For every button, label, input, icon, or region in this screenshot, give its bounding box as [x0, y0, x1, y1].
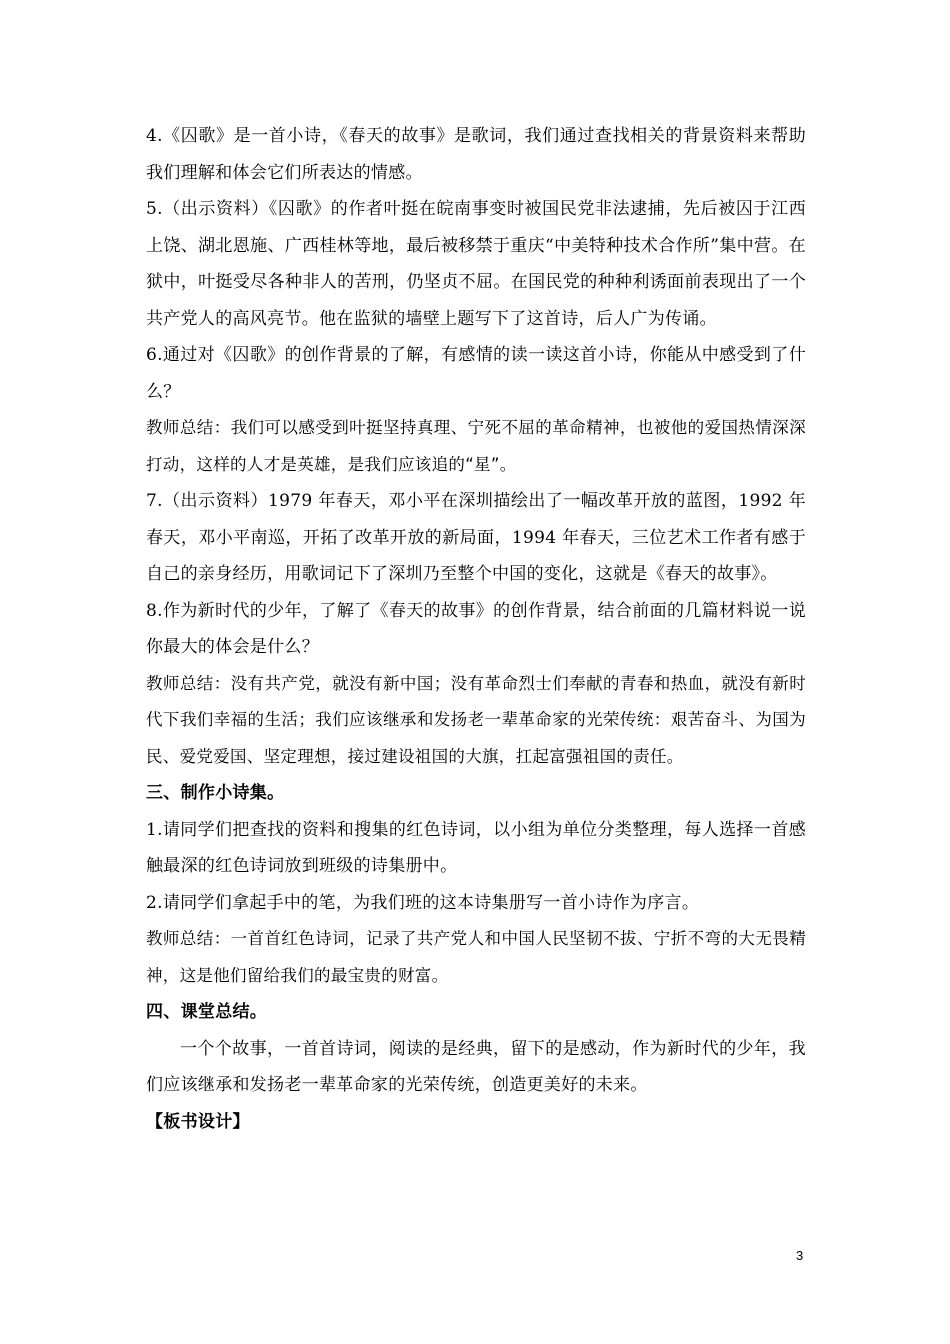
- paragraph-item-3-2: 2.请同学们拿起手中的笔，为我们班的这本诗集册写一首小诗作为序言。: [146, 892, 700, 913]
- paragraph-item-4: 4.《囚歌》是一首小诗，《春天的故事》是歌词，我们通过查找相关的背景资料来帮助我们理解和体会它们所表达的情感。: [146, 126, 806, 183]
- paragraph-item-7: 7.（出示资料）1979 年春天，邓小平在深圳描绘出了一幅改革开放的蓝图，1992 年春天，邓小平南巡，开拓了改革开放的新局面，1994 年春天，三位艺术工作者有感于自己的亲身经历，用歌词记下了深圳乃至整个中国的变化，这就是《春天的故事》。: [146, 491, 806, 584]
- paragraph-item-5: 5.（出示资料）《囚歌》的作者叶挺在皖南事变时被国民党非法逮捕，先后被囚于江西上饶、湖北恩施、广西桂林等地，最后被移禁于重庆“中美特种技术合作所”集中营。在狱中，叶挺受尽各种非人的苦刑，仍坚贞不屈。在国民党的种种利诱面前表现出了一个共产党人的高风亮节。他在监狱的墙壁上题写下了这首诗，后人广为传诵。: [146, 199, 806, 329]
- paragraph-item-3-1: 1.请同学们把查找的资料和搜集的红色诗词，以小组为单位分类整理，每人选择一首感触最深的红色诗词放到班级的诗集册中。: [146, 819, 806, 876]
- blackboard-design-heading: 【板书设计】: [146, 1111, 250, 1132]
- section-heading-3: 三、制作小诗集。: [146, 783, 285, 803]
- teacher-summary-2: 教师总结：没有共产党，就没有新中国；没有革命烈士们奉献的青春和热血，就没有新时代下我们幸福的生活；我们应该继承和发扬老一辈革命家的光荣传统：艰苦奋斗、为国为民、爱党爱国、坚定理想，接过建设祖国的大旗，扛起富强祖国的责任。: [146, 673, 806, 766]
- class-summary-paragraph: 一个个故事，一首首诗词，阅读的是经典，留下的是感动，作为新时代的少年，我们应该继承和发扬老一辈革命家的光荣传统，创造更美好的未来。: [146, 1038, 806, 1095]
- teacher-summary-1: 教师总结：我们可以感受到叶挺坚持真理、宁死不屈的革命精神，也被他的爱国热情深深打动，这样的人才是英雄，是我们应该追的“星”。: [146, 418, 806, 474]
- document-body: [146, 118, 806, 1140]
- page-number: 3: [796, 1248, 804, 1263]
- teacher-summary-3: 教师总结：一首首红色诗词，记录了共产党人和中国人民坚韧不拔、宁折不弯的大无畏精神，这是他们留给我们的最宝贵的财富。: [146, 929, 806, 985]
- section-heading-4: 四、课堂总结。: [146, 1002, 268, 1022]
- paragraph-item-6: 6.通过对《囚歌》的创作背景的了解，有感情的读一读这首小诗，你能从中感受到了什么？: [146, 345, 806, 402]
- paragraph-item-8: 8.作为新时代的少年，了解了《春天的故事》的创作背景，结合前面的几篇材料说一说你最大的体会是什么？: [146, 600, 806, 657]
